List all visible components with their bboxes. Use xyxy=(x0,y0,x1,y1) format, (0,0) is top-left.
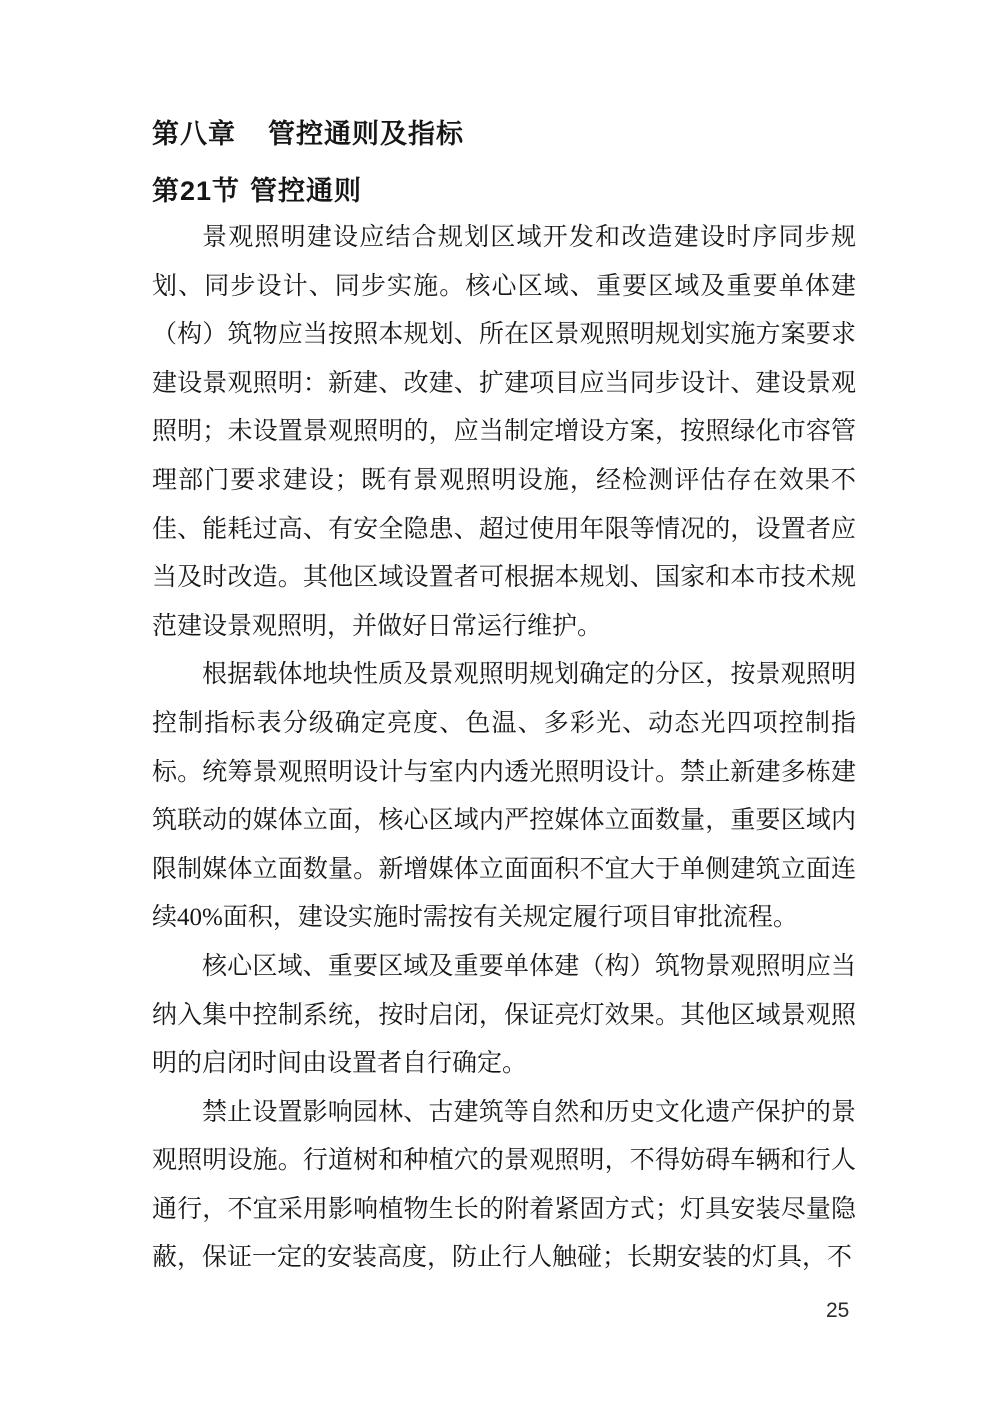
section-title: 管控通则 xyxy=(250,176,363,206)
page-number: 25 xyxy=(826,1299,850,1322)
paragraph-2: 根据载体地块性质及景观照明规划确定的分区，按景观照明控制指标表分级确定亮度、色温、多彩光、动态光四项控制指标。统筹景观照明设计与室内内透光照明设计。禁止新建多栋建筑联动的媒体立面，核心区域内严控媒体立面数量，重要区域内限制媒体立面数量。新增媒体立面面积不宜大于单侧建筑立面连续40%面积，建设实施时需按有关规定履行项目审批流程。 xyxy=(152,661,856,932)
chapter-heading xyxy=(152,118,464,150)
section-number: 第21节 xyxy=(152,176,241,206)
section-heading xyxy=(152,175,362,207)
chapter-title: 管控通则及指标 xyxy=(268,119,464,149)
paragraph-3: 核心区域、重要区域及重要单体建（构）筑物景观照明应当纳入集中控制系统，按时启闭，保证亮灯效果。其他区域景观照明的启闭时间由设置者自行确定。 xyxy=(152,952,856,1078)
paragraph-1: 景观照明建设应结合规划区域开发和改造建设时序同步规划、同步设计、同步实施。核心区域、重要区域及重要单体建（构）筑物应当按照本规划、所在区景观照明规划实施方案要求建设景观照明：新建、改建、扩建项目应当同步设计、建设景观照明；未设置景观照明的，应当制定增设方案，按照绿化市容管理部门要求建设；既有景观照明设施，经检测评估存在效果不佳、能耗过高、有安全隐患、超过使用年限等情况的，设置者应当及时改造。其他区域设置者可根据本规划、国家和本市技术规范建设景观照明，并做好日常运行维护。 xyxy=(152,224,856,640)
body-text xyxy=(152,214,856,1283)
chapter-number: 第八章 xyxy=(152,119,236,149)
paragraph-4: 禁止设置影响园林、古建筑等自然和历史文化遗产保护的景观照明设施。行道树和种植穴的景观照明，不得妨碍车辆和行人通行，不宜采用影响植物生长的附着紧固方式；灯具安装尽量隐蔽，保证一定的安装高度，防止行人触碰；长期安装的灯具，不 xyxy=(152,1098,856,1272)
